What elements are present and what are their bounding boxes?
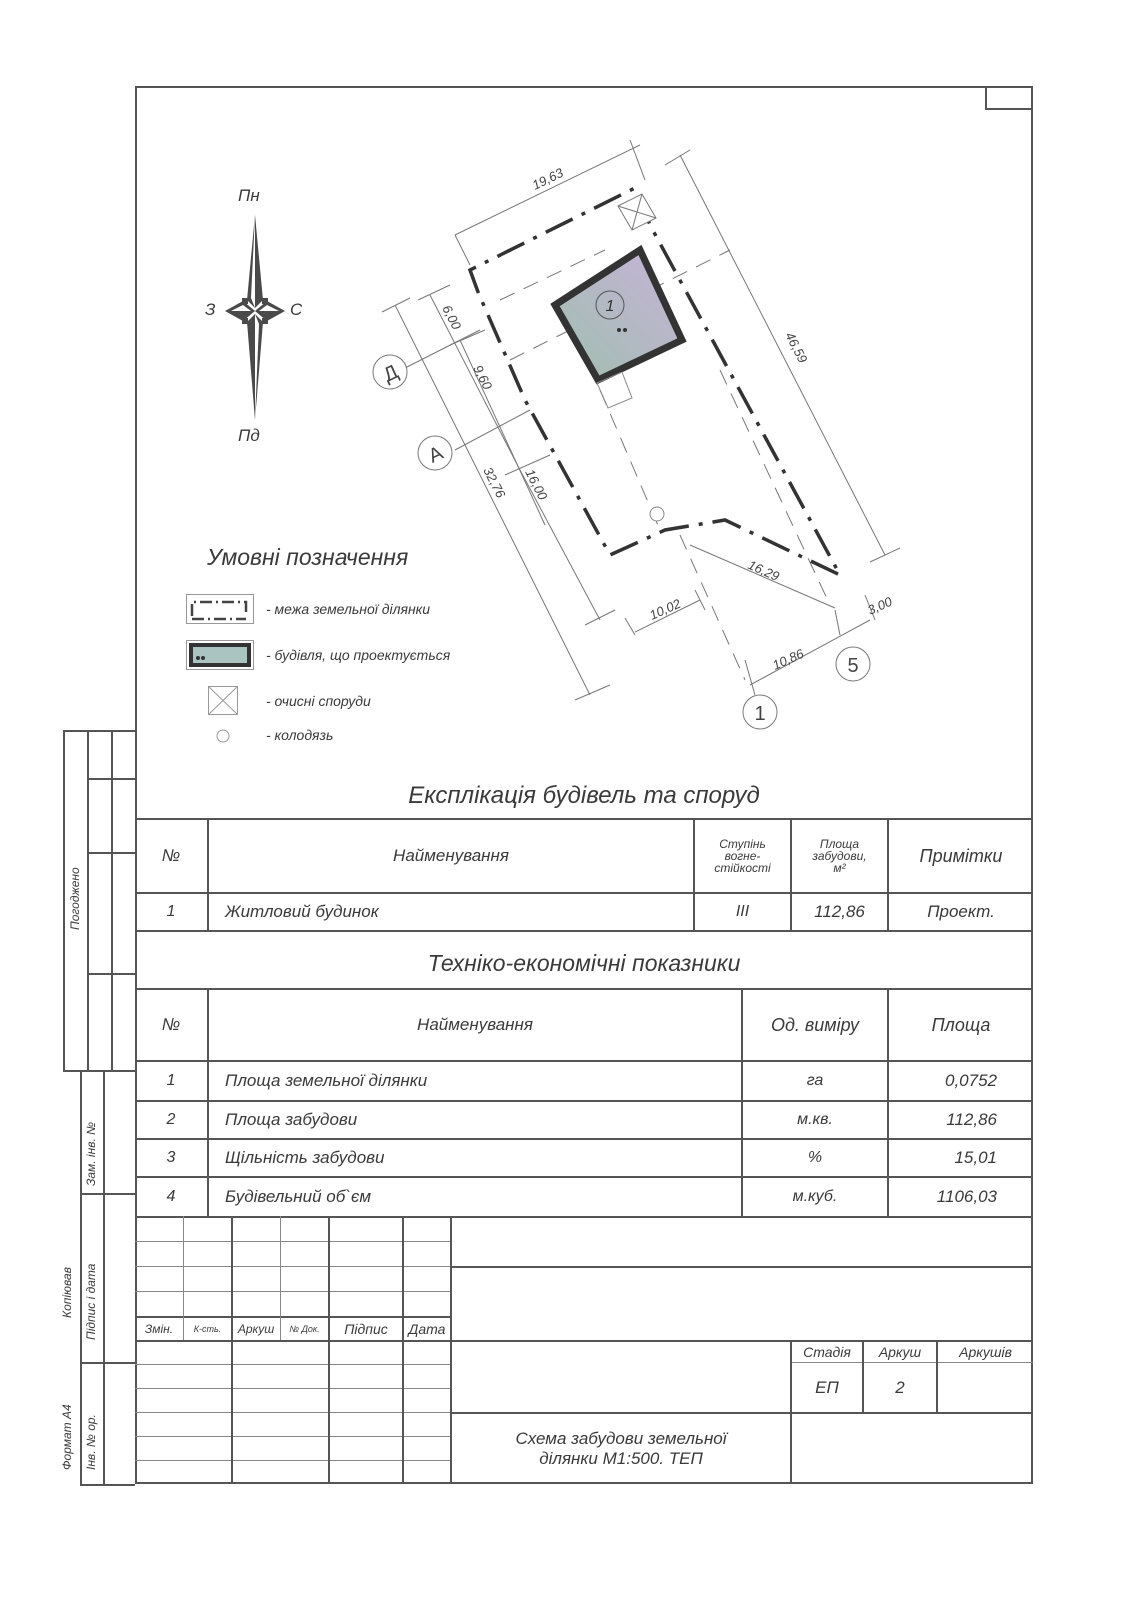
dim-bottom-10-02: 10,02: [647, 595, 683, 623]
axis-label-d: Д: [380, 360, 402, 387]
explication-row-no: 1: [166, 903, 176, 920]
side-agreed-label: Погоджено: [68, 867, 82, 930]
dim-left-32-76: 32,76: [480, 464, 509, 501]
divider: [87, 852, 135, 854]
changes-header-kst: К-сть.: [193, 1324, 222, 1334]
divider: [80, 1193, 135, 1195]
tep-row-unit: %: [807, 1149, 823, 1166]
legend-label-building: - будівля, що проектується: [266, 647, 451, 663]
side-format-label: Формат А4: [60, 1404, 74, 1470]
explication-header-no: №: [161, 846, 181, 865]
sheets-label: Аркушів: [959, 1344, 1012, 1360]
designed-building-icon: [186, 640, 254, 670]
compass-west-label: З: [205, 300, 216, 319]
legend-title: Умовні позначення: [207, 544, 409, 570]
divider: [87, 730, 89, 1070]
tep-row-value: 15,01: [954, 1148, 997, 1167]
divider: [790, 1362, 1033, 1363]
tep-row-value: 1106,03: [936, 1187, 997, 1206]
dim-left-9-60: 9,60: [470, 362, 496, 392]
tep-row-unit: га: [806, 1072, 824, 1089]
divider: [231, 1216, 233, 1484]
compass-south-label: Пд: [238, 426, 260, 445]
building-1: [555, 250, 682, 408]
treatment-facility-icon: [208, 686, 238, 716]
drawing-title: [452, 1414, 790, 1484]
divider: [328, 1216, 330, 1484]
dim-top-width: 19,63: [529, 164, 566, 193]
changes-header-data: Дата: [408, 1321, 446, 1337]
tep-row-value: 112,86: [946, 1109, 997, 1129]
tep-row-unit: м.куб.: [792, 1188, 838, 1205]
tep-header-value: Площа: [931, 1014, 991, 1035]
tep-row-name: Площа земельної ділянки: [225, 1071, 428, 1090]
explication-header-name: Найменування: [393, 846, 509, 865]
tep-row-no: 2: [166, 1110, 176, 1128]
stage-value: ЕП: [815, 1378, 839, 1397]
plot-boundary-icon: [186, 594, 254, 624]
area-header-line3: м²: [833, 861, 846, 875]
legend-item-well: [186, 726, 516, 748]
tep-row-value: 0,0752: [945, 1071, 997, 1090]
tep-header-no: №: [161, 1015, 181, 1034]
drawing-title-line1: Схема забудови земельної: [515, 1429, 727, 1448]
legend-item-building: [186, 640, 516, 670]
divider: [63, 730, 65, 1070]
compass-east-label: С: [290, 300, 303, 319]
side-inv-orig-label: Інв. № ор.: [84, 1414, 98, 1470]
frame-corner-stamp: [985, 86, 1033, 110]
tep-row-no: 3: [166, 1149, 176, 1166]
tep-row-name: Будівельний об`єм: [225, 1187, 372, 1206]
changes-header-pidpys: Підпис: [344, 1321, 388, 1337]
sheets-value: [938, 1364, 1033, 1412]
divider: [135, 930, 1033, 932]
divider: [135, 1216, 1033, 1218]
legend-label-well: - колодязь: [266, 727, 334, 743]
divider: [402, 1216, 404, 1484]
legend-label-treatment: - очисні споруди: [266, 693, 371, 709]
dim-left-6: 6,00: [439, 302, 465, 332]
building-number: 1: [605, 298, 615, 315]
explication-header-notes: Примітки: [919, 845, 1003, 866]
tep-row-name: Площа забудови: [225, 1109, 358, 1129]
explication-header-area: [792, 820, 887, 892]
tep-row-name: Щільність забудови: [225, 1148, 385, 1167]
drawing-title-line2: ділянки М1:500. ТЕП: [539, 1449, 703, 1468]
dim-bottom-10-86: 10,86: [770, 645, 806, 673]
divider: [87, 778, 135, 780]
divider: [450, 1266, 1033, 1268]
explication-row-fire: III: [735, 903, 750, 920]
dim-right-length: 46,59: [782, 329, 811, 366]
divider: [63, 730, 135, 732]
changes-header-zmin: Змін.: [144, 1322, 174, 1336]
changes-header-ndok: № Док.: [289, 1324, 320, 1334]
axis-label-1: 1: [754, 703, 766, 725]
compass-rose: [195, 180, 315, 450]
side-copied-label: Копіював: [60, 1267, 74, 1318]
sheet-label: Аркуш: [878, 1344, 922, 1360]
sheet-value: 2: [895, 1378, 905, 1397]
explication-title: Експлікація будівель та споруд: [408, 782, 760, 809]
well-plan-icon: [650, 507, 664, 521]
well-icon: [216, 729, 230, 743]
side-replaced-inv-label: Зам. інв. №: [84, 1121, 98, 1186]
divider: [80, 1070, 82, 1484]
dim-left-16: 16,00: [522, 466, 551, 503]
fire-header-line1: Ступінь: [719, 837, 766, 851]
divider: [103, 1070, 105, 1484]
divider: [87, 973, 135, 975]
axis-label-5: 5: [847, 655, 859, 677]
tep-header-unit: Од. виміру: [770, 1014, 860, 1035]
legend-item-treatment: [186, 686, 516, 716]
divider: [111, 730, 113, 1070]
axis-label-a: А: [425, 442, 447, 468]
area-header-line1: Площа: [819, 837, 860, 851]
treatment-facility-plan-icon: [618, 194, 656, 230]
tep-title: Техніко-економічні показники: [427, 950, 741, 976]
side-sign-date-label: Підпис і дата: [84, 1263, 98, 1340]
tep-row-no: 1: [166, 1072, 176, 1089]
legend-label-boundary: - межа земельної ділянки: [266, 601, 431, 617]
explication-row-name: Житловий будинок: [225, 902, 379, 921]
divider: [80, 1484, 135, 1486]
explication-row-area: 112,86: [814, 902, 865, 921]
fire-header-line2: вогне-: [724, 849, 761, 863]
stage-label: Стадія: [803, 1344, 851, 1360]
compass-north-label: Пн: [238, 186, 260, 205]
tep-header-name: Найменування: [417, 1015, 533, 1034]
dim-bottom-16-29: 16,29: [745, 557, 782, 584]
dim-bottom-3-00: 3,00: [865, 593, 895, 618]
explication-header-fire: [695, 820, 790, 892]
explication-row-notes: Проект.: [927, 902, 995, 921]
changes-header-arkush: Аркуш: [237, 1322, 275, 1336]
divider: [80, 1362, 135, 1364]
legend-item-boundary: [186, 594, 516, 624]
divider: [63, 1070, 135, 1072]
area-header-line2: забудови,: [812, 849, 867, 863]
tep-row-unit: м.кв.: [797, 1110, 833, 1128]
fire-header-line3: стійкості: [714, 861, 771, 875]
tep-row-no: 4: [166, 1188, 176, 1205]
